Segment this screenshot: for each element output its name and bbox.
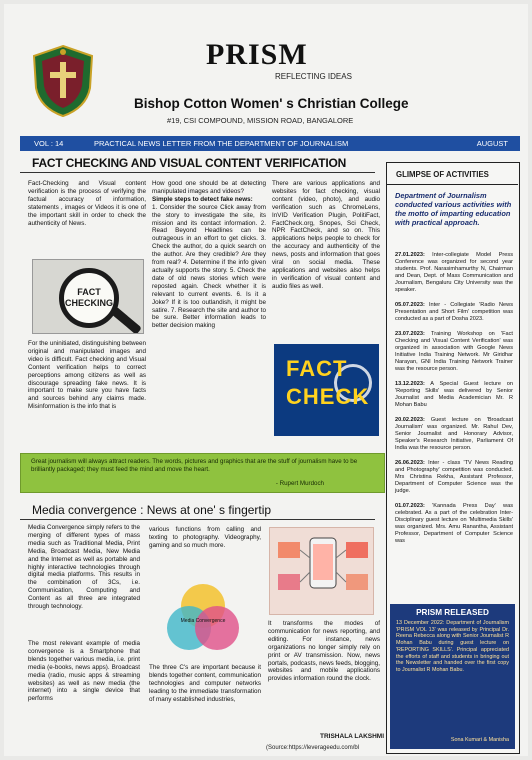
headline-rule xyxy=(20,172,375,173)
fact-check-word-2: CHECK xyxy=(286,384,370,409)
activity-date: 05.07.2023: xyxy=(395,302,425,308)
article2-col1-bottom: The most relevant example of media convergence is a Smartphone that blends together various media, i.e. print media (e-books, news apps). Broadcast media (radio, music apps & streaming websites) as well as new media (the internet) into a single device that performs xyxy=(28,640,140,703)
released-body: 13 December 2022: Department of Journalism 'PRISM VOL 13' was released by Principal Dr. Reena Rebecca along with Senior Journalist R Mohan Babu during guest lecture on 'REPORTING SKILLS'. Principal appreciated the efforts of staff and students in bringing out the Newsletter and handed over the first copy to Journalist R Mohan Babu. xyxy=(396,620,509,673)
article1-col2: How good one should be at detecting manipulated images and videos? Simple steps to detect fake news: 1. Consider the source Click away from the story to investigate the site, its mission and its contact information. 2. Read Beyond Headlines can be outrageous in an effort to get clicks. 3. Check the author, do a quick search on the author. Are they credible? Are they from real? 4. Determine if the info given actually supports the story. 5. Check the date of old news stories which were reposted again. Check whether it is relevant to current events. 6. Is it a Joke? If it is too outlandish, it might be satire. 7. Research the site and author to be sure. Better information leads to better decision making xyxy=(152,180,266,330)
activity-date: 01.07.2023: xyxy=(395,503,425,509)
college-name: Bishop Cotton Women' s Christian College xyxy=(134,96,409,111)
activity-item xyxy=(395,252,513,294)
article1-col1-top: Fact-Checking and Visual content verification is the process of verifying the factual accuracy of information, statements , images or Videos it is one of the important skill in order to check the authenticity of News. xyxy=(28,180,146,227)
activity-date: 26.06.2023: xyxy=(395,460,425,466)
newsletter-subtitle: REFLECTING IDEAS xyxy=(275,72,352,81)
activity-item xyxy=(395,302,513,323)
band-description: PRACTICAL NEWS LETTER FROM THE DEPARTMENT OF JOURNALISM xyxy=(94,139,349,148)
newsletter-page xyxy=(4,4,528,756)
magnifier-handle xyxy=(110,306,142,334)
fact-checking-image xyxy=(32,259,144,334)
fact-check-word-1: FACT xyxy=(286,356,348,381)
released-signature: Sona Kumari & Manisha xyxy=(450,737,509,743)
source-link: (Source:https://leverageedu.com/bl xyxy=(266,745,360,751)
article2-col3: It transforms the modes of communication for news reporting, and editing. For instance, news organizations no longer simply rely on print or AV transmission. Now, news portals, podcasts, news feeds, blogging, websites and mobile applications provides information round the clock. xyxy=(268,620,380,683)
newsletter-title: PRISM xyxy=(206,38,308,71)
activity-item xyxy=(395,503,513,545)
article1-col3: There are various applications and websites for fact checking, visual content (video, photo), and audio verification such as ChromeLens, InVID Verification Plugin, PolitiFact, FactCheck.org, Snopes, Sci Check, NPR FactCheck, and so on. This applications helps people to check for the accuracy and authenticity of the news, posts and information that goes viral on social media. These applications and websites also helps in verification of visual content and audio files as well. xyxy=(272,180,380,290)
quote-box xyxy=(20,453,385,493)
quote-author: - Rupert Murdoch xyxy=(275,480,324,487)
media-convergence-venn-diagram xyxy=(149,580,257,656)
author-byline: TRISHALA LAKSHMI xyxy=(320,733,385,740)
activity-text: Inter - class 'TV News Reading and Photography' competition was conducted. Mrs Christina Rekha, Assistant Professor, Department of Computer Science was the judge. xyxy=(395,460,513,494)
college-crest-logo xyxy=(30,44,96,118)
activities-sidebar xyxy=(386,162,520,754)
activity-date: 13.12.2023: xyxy=(395,381,425,387)
article1-headline: FACT CHECKING AND VISUAL CONTENT VERIFICATION xyxy=(32,156,347,170)
article2-col1-top: Media Convergence simply refers to the merging of different types of mass media such as Traditional Media, Print Media, Broadcast Media, New Media and the Internet as well as portable and highly interactive technologies through digital media platforms. This results in the combination of 3Cs, i.e. Communication, Computing and Content as all three are integrated through technology. xyxy=(28,524,140,611)
convergence-illustration xyxy=(269,527,374,615)
article2-col2-top: various functions from calling and texting to photography. Videography, gaming and so much more. xyxy=(149,526,261,549)
article1-col1-bottom: For the uninitiated, distinguishing between original and manipulated images and video is difficult. Fact checking and Visual Content verification helps to correct perceptions among citizens as well as discourage spreading fake news. It is important to make sure you have facts and sources behind any claims made. Misinformation is the info that is xyxy=(28,340,146,411)
sidebar-heading: GLIMPSE OF ACTIVITIES xyxy=(387,163,518,185)
activity-item xyxy=(395,417,513,452)
magnifier-graphic: FACT CHECKING xyxy=(59,268,119,328)
released-title: PRISM RELEASED xyxy=(416,608,489,617)
activity-item xyxy=(395,460,513,495)
activities-list xyxy=(395,252,513,553)
article2-headline: Media convergence : News at one' s fingertip xyxy=(32,503,272,517)
activity-item xyxy=(395,331,513,373)
venn-center-label: Media Convergence xyxy=(180,618,226,624)
fact-check-image xyxy=(274,344,379,436)
activity-text: Inter - Collegiate 'Radio News Presentation and Short Film' competition was conducted as a part of Dosha 2023. xyxy=(395,302,513,322)
activity-item xyxy=(395,381,513,409)
prism-released-box xyxy=(390,604,515,749)
issue-band xyxy=(20,136,520,151)
sidebar-intro: Department of Journalism conducted various activities with the motto of imparting education with practical approach. xyxy=(395,191,512,227)
activity-text: A Special Guest lecture on 'Reporting Skills' was delivered by Senior Journalist and Media Academician Mr. R Mohan Babu xyxy=(395,381,513,408)
college-address: #19, CSI COMPOUND, MISSION ROAD, BANGALORE xyxy=(167,116,354,125)
article2-col2-bottom: The three C's are important because it blends together content, communication technologies and computer networks leading to the immediate transformation of many established industries, xyxy=(149,664,261,703)
activity-text: Inter-collegiate Model Press Conference was organized for second year students. Prof. Narasimhamurthy N, Chairman and Dean, Dept. of Mass Communication and Journalism, Bengaluru City University was the speaker. xyxy=(395,252,513,293)
issue-month: AUGUST xyxy=(476,139,508,148)
activity-text: 'Kannada Press Day' was celebrated. As a part of the celebration Inter-Disciplinary guest lecture on 'Multimedia Skills' was organized. Mrs. Amu Ranantha, Assistant Professor, Department of Computer Science was xyxy=(395,503,513,544)
activity-date: 20.02.2023: xyxy=(395,417,425,423)
activity-date: 27.01.2023: xyxy=(395,252,425,258)
headline-rule-2 xyxy=(20,519,375,520)
activity-text: Training Workshop on 'Fact Checking and Visual Content Verification' was organized in association with Google News Initiative India Training Network. Mr Giridhar Narayan, GNI India Training Network Trainer was the resource person. xyxy=(395,331,513,372)
volume-label: VOL : 14 xyxy=(34,139,64,148)
activity-text: Guest lecture on 'Broadcast Journalism' was organized. Mr. Rahul Dev, Senior Journalist and Honorary Advisor, Speaker's Research Initiative, Parliament Of India was the resource person. xyxy=(395,417,513,451)
quote-text: Great journalism will always attract readers. The words, pictures and graphics that are the stuff of journalism have to be brilliantly packaged; they must feed the mind and move the heart. xyxy=(31,458,358,473)
activity-date: 23.07.2023: xyxy=(395,331,425,337)
